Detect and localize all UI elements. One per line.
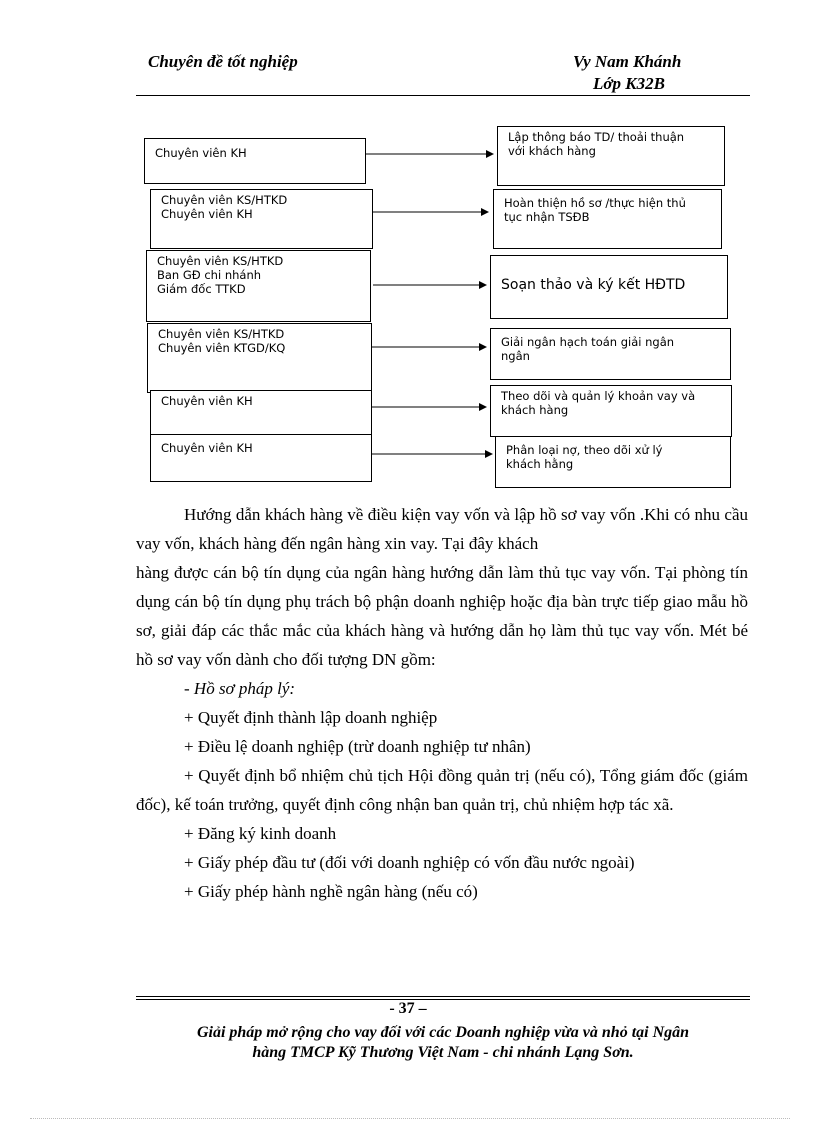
- list-item: + Giấy phép đầu tư (đối với doanh nghiệp có vốn đầu nước ngoài): [184, 853, 635, 872]
- flow-right-3-line-1: Soạn thảo và ký kết HĐTD: [501, 277, 686, 293]
- flow-right-4-line-2: ngân: [501, 349, 530, 363]
- flow-left-1-line-1: Chuyên viên KH: [155, 146, 247, 160]
- list-item: + Đăng ký kinh doanh: [184, 824, 337, 843]
- page-bottom-dotted-rule: [30, 1118, 790, 1119]
- flow-right-5-line-1: Theo dõi và quản lý khoản vay và: [501, 389, 696, 403]
- flow-left-3-line-2: Ban GĐ chi nhánh: [157, 268, 262, 282]
- header-class: Lớp K32B: [593, 74, 665, 93]
- legal-docs-heading: - Hồ sơ pháp lý:: [184, 679, 296, 698]
- flow-right-1-line-1: Lập thông báo TD/ thoải thuận: [508, 130, 685, 144]
- list-item: + Giấy phép hành nghề ngân hàng (nếu có): [184, 882, 478, 901]
- flow-right-4-line-1: Giải ngân hạch toán giải ngân: [501, 335, 675, 349]
- flow-left-2-line-2: Chuyên viên KH: [161, 207, 253, 221]
- footer-title: [130, 1023, 756, 1063]
- page-number: - 37 –: [389, 1000, 427, 1017]
- flow-left-4-line-2: Chuyên viên KTGD/KQ: [158, 341, 286, 355]
- footer-title-line-2: hàng TMCP Kỹ Thương Việt Nam - chi nhánh Lạng Sơn.: [252, 1044, 634, 1061]
- header-author-name: Vy Nam Khánh: [573, 52, 682, 71]
- header-document-title: Chuyên đề tốt nghiệp: [148, 52, 298, 71]
- flow-left-3-line-3: Giám đốc TTKD: [157, 282, 246, 296]
- list-item: + Quyết định bổ nhiệm chủ tịch Hội đồng quản trị (nếu có), Tổng giám đốc (giám đốc), kế toán trưởng, quyết định công nhận ban quản trị, chủ nhiệm hợp tác xã.: [136, 766, 748, 814]
- flow-left-5-line-1: Chuyên viên KH: [161, 394, 253, 408]
- flow-right-5-line-2: khách hàng: [501, 403, 569, 417]
- body-text: [136, 500, 748, 906]
- flow-left-3-line-1: Chuyên viên KS/HTKD: [157, 254, 284, 268]
- flow-right-2-line-2: tục nhận TSĐB: [504, 210, 590, 224]
- flow-left-6-line-1: Chuyên viên KH: [161, 441, 253, 455]
- flow-right-1-line-2: với khách hàng: [508, 144, 596, 158]
- flow-right-2-line-1: Hoàn thiện hồ sơ /thực hiện thủ: [504, 196, 686, 210]
- flow-left-4-line-1: Chuyên viên KS/HTKD: [158, 327, 285, 341]
- list-item: + Điều lệ doanh nghiệp (trừ doanh nghiệp tư nhân): [184, 737, 531, 756]
- flow-right-6-line-2: khách hằng: [506, 457, 574, 471]
- paragraph-procedure: hàng được cán bộ tín dụng của ngân hàng hướng dẫn làm thủ tục vay vốn. Tại phòng tín dụng cán bộ tín dụng phụ trách bộ phận doanh nghiệp hoặc địa bàn trực tiếp giao mẫu hồ sơ, giải đáp các thắc mắc của khách hàng và hướng dẫn họ làm thủ tục vay vốn. Mét bé hồ sơ vay vốn dành cho đối tượng DN gồm:: [136, 563, 748, 669]
- flow-right-6-line-1: Phân loại nợ, theo dõi xử lý: [506, 443, 663, 457]
- footer-title-line-1: Giải pháp mở rộng cho vay đối với các Doanh nghiệp vừa và nhỏ tại Ngân: [196, 1024, 690, 1041]
- paragraph-intro: Hướng dẫn khách hàng về điều kiện vay vốn và lập hồ sơ vay vốn .Khi có nhu cầu vay vốn, khách hàng đến ngân hàng xin vay. Tại đây khách: [136, 505, 748, 553]
- list-item: + Quyết định thành lập doanh nghiệp: [184, 708, 438, 727]
- flow-left-2-line-1: Chuyên viên KS/HTKD: [161, 193, 288, 207]
